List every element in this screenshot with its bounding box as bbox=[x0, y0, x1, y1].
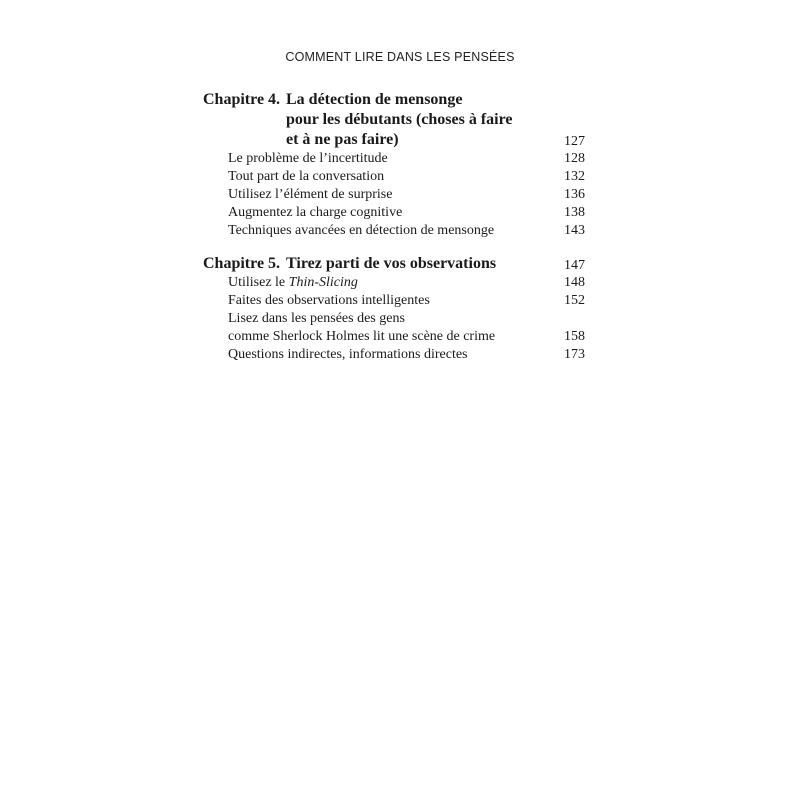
chapter-title-line: Tirez parti de vos observations bbox=[286, 255, 497, 272]
toc-entry bbox=[203, 186, 585, 204]
entry-page-number: 173 bbox=[564, 347, 585, 362]
toc-entry bbox=[203, 346, 585, 364]
entry-title bbox=[228, 275, 358, 290]
chapter-title-line: La détection de mensonge bbox=[286, 91, 463, 108]
section-list bbox=[203, 150, 585, 240]
toc-entry bbox=[203, 150, 585, 168]
entry-page-number: 138 bbox=[564, 205, 585, 220]
entry-page-number: 148 bbox=[564, 275, 585, 290]
section-list bbox=[203, 274, 585, 364]
chapter-title bbox=[286, 254, 585, 274]
table-of-contents bbox=[203, 90, 585, 378]
running-head: COMMENT LIRE DANS LES PENSÉES bbox=[285, 50, 515, 64]
entry-page-number: 143 bbox=[564, 223, 585, 238]
chapter-page-number: 127 bbox=[564, 134, 585, 149]
entry-title: Techniques avancées en détection de mensonge bbox=[228, 223, 495, 238]
toc-entry bbox=[203, 310, 585, 328]
entry-page-number: 158 bbox=[564, 329, 585, 344]
chapter-title-line: et à ne pas faire) bbox=[286, 131, 399, 148]
chapter-heading bbox=[203, 254, 585, 274]
chapter-number: Chapitre 5. bbox=[203, 255, 281, 272]
entry-page-number: 132 bbox=[564, 169, 585, 184]
chapter-heading bbox=[203, 90, 585, 150]
entry-title: comme Sherlock Holmes lit une scène de crime bbox=[228, 329, 496, 344]
chapter-4 bbox=[203, 90, 585, 240]
entry-title: Utilisez l’élément de surprise bbox=[228, 187, 393, 202]
chapter-5 bbox=[203, 254, 585, 364]
toc-entry bbox=[203, 222, 585, 240]
chapter-number: Chapitre 4. bbox=[203, 91, 281, 108]
entry-title: Questions indirectes, informations directes bbox=[228, 347, 468, 362]
toc-entry bbox=[203, 328, 585, 346]
entry-title: Le problème de l’incertitude bbox=[228, 151, 388, 166]
entry-title: Augmentez la charge cognitive bbox=[228, 205, 403, 220]
toc-entry bbox=[203, 204, 585, 222]
entry-title: Faites des observations intelligentes bbox=[228, 293, 430, 308]
toc-entry bbox=[203, 292, 585, 310]
entry-page-number: 152 bbox=[564, 293, 585, 308]
chapter-page-number: 147 bbox=[564, 258, 585, 273]
entry-title-text: Utilisez le bbox=[228, 275, 289, 290]
entry-title: Lisez dans les pensées des gens bbox=[228, 311, 405, 326]
toc-entry bbox=[203, 168, 585, 186]
entry-title: Tout part de la conversation bbox=[228, 169, 385, 184]
entry-page-number: 128 bbox=[564, 151, 585, 166]
entry-page-number: 136 bbox=[564, 187, 585, 202]
entry-title-italic: Thin-Slicing bbox=[288, 275, 358, 290]
chapter-title bbox=[286, 90, 585, 150]
toc-entry bbox=[203, 274, 585, 292]
chapter-title-line: pour les débutants (choses à faire bbox=[286, 111, 513, 128]
